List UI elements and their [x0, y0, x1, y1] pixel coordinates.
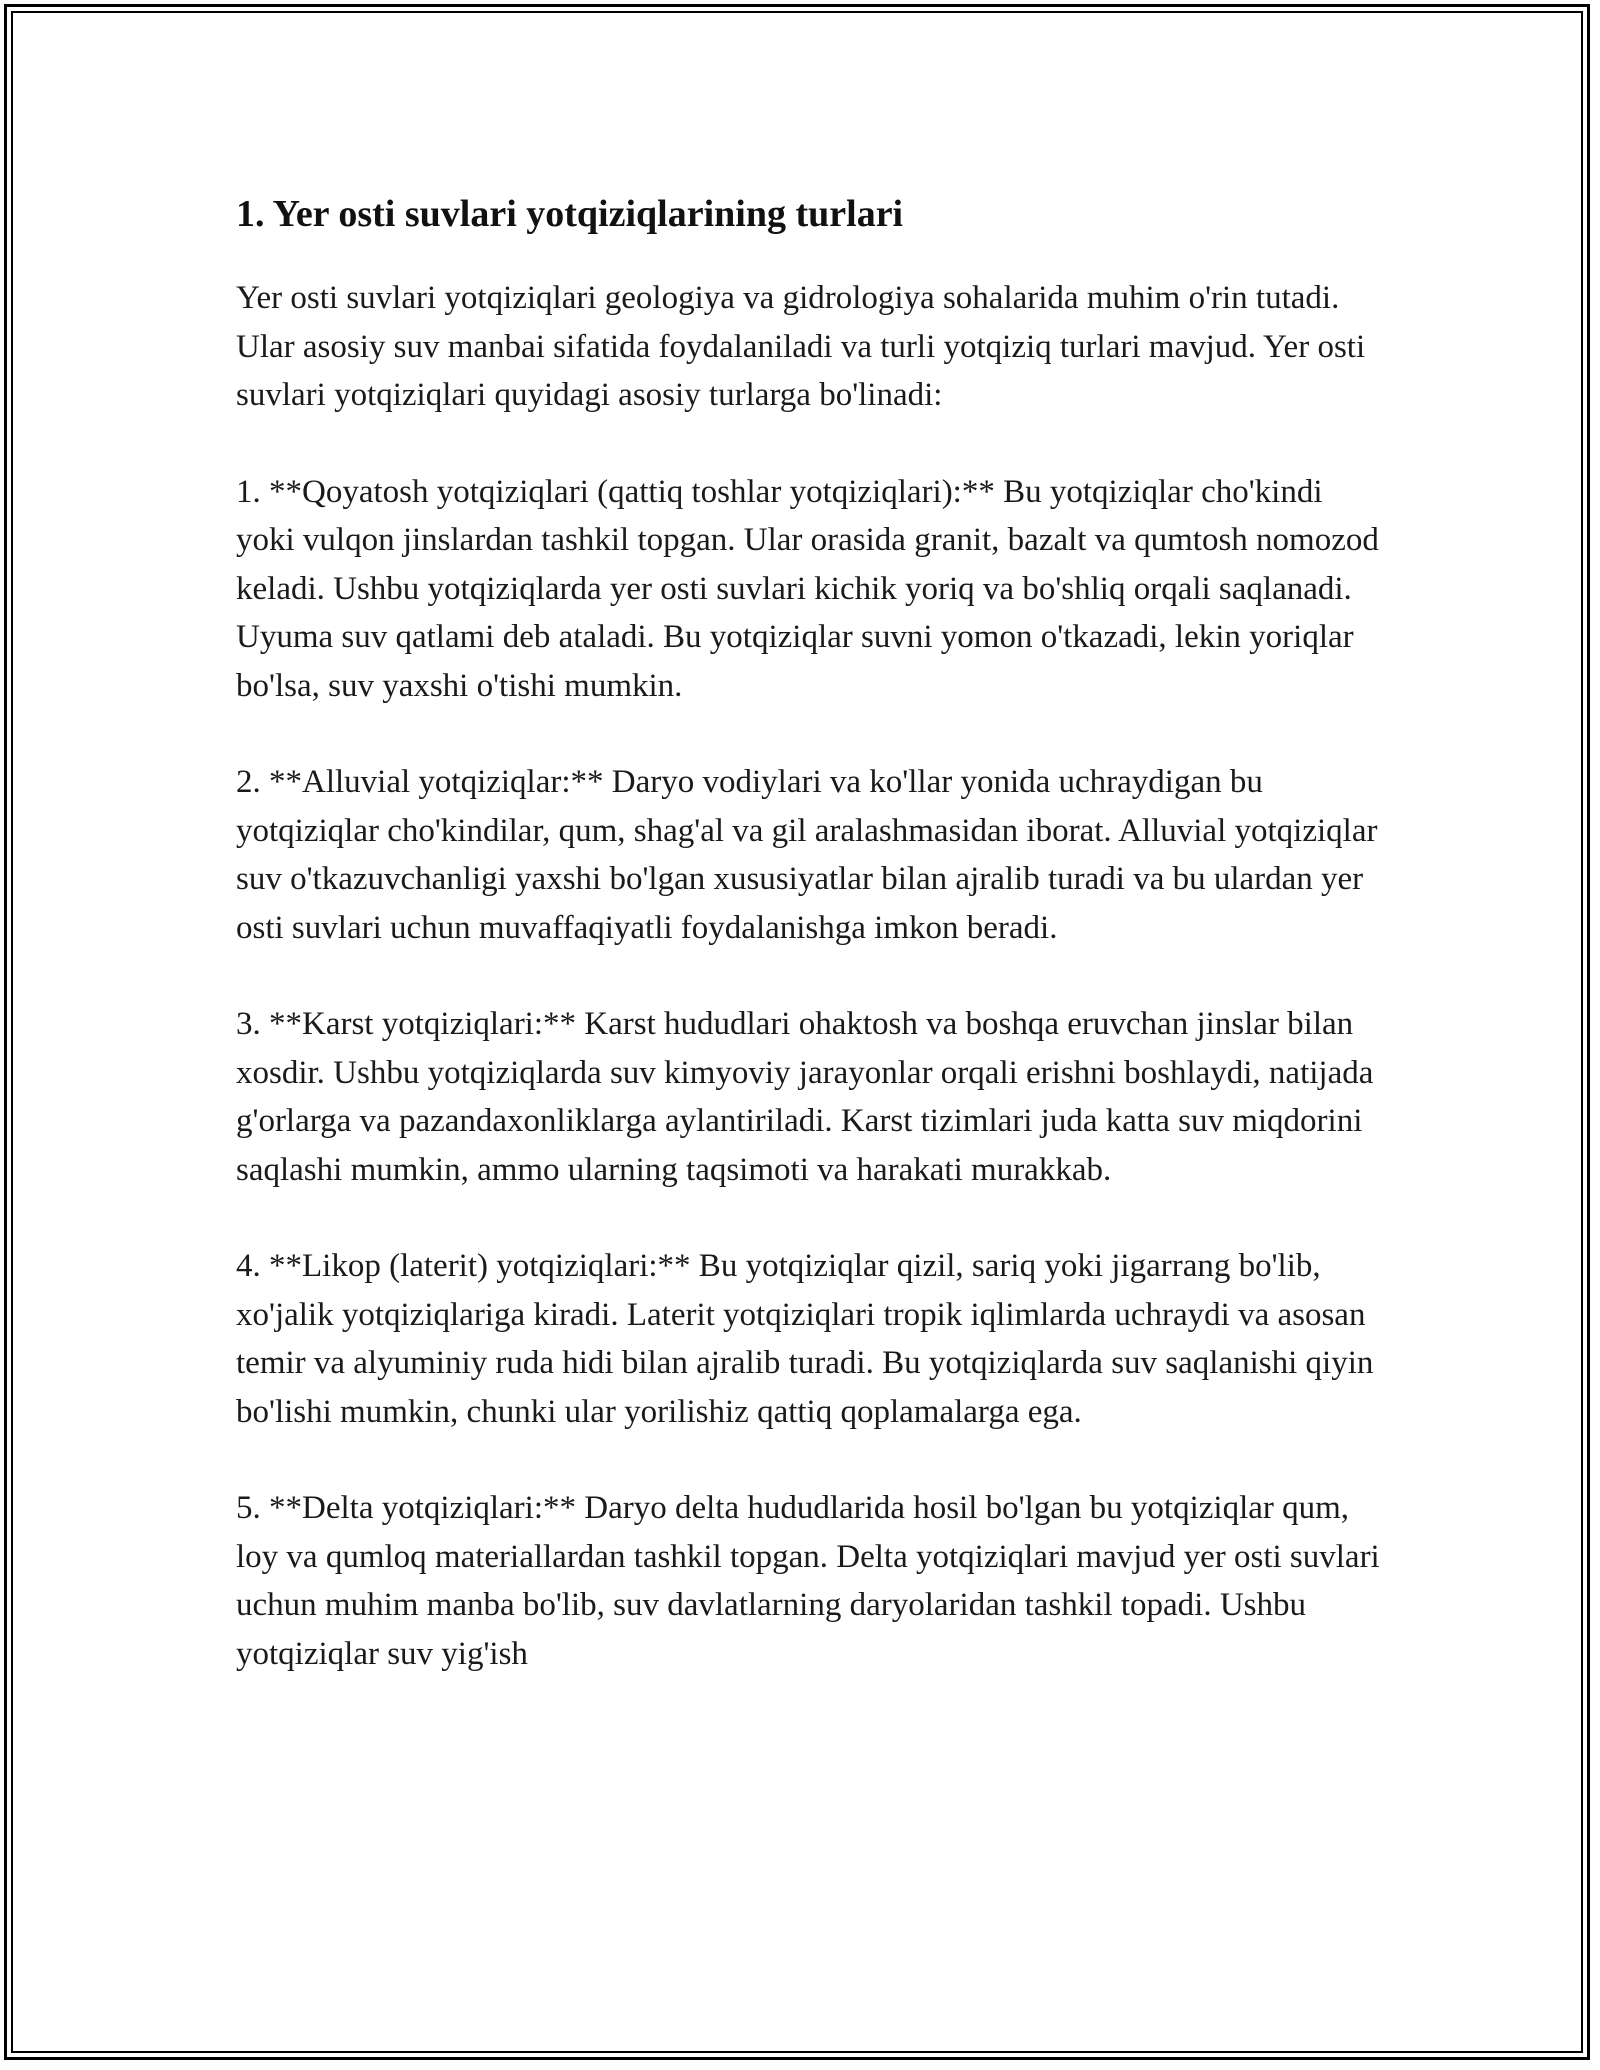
intro-paragraph: Yer osti suvlari yotqiziqlari geologiya va gidrologiya sohalarida muhim o'rin tutadi. Ular asosiy suv manbai sifatida foydalaniladi va turli yotqiziq turlari mavjud. Yer osti suvlari yotqiziqlari quyidagi asosiy turlarga bo'linadi: [236, 280, 1366, 413]
list-item: 3. **Karst yotqiziqlari:** Karst hududlari ohaktosh va boshqa eruvchan jinslar bilan xosdir. Ushbu yotqiziqlarda suv kimyoviy jarayonlar orqali erishni boshlaydi, natijada g'orlarga va pazandaxonliklarga aylantiriladi. Karst tizimlari juda katta suv miqdorini saqlashi mumkin, ammo ularning taqsimoti va harakati murakkab. [236, 1006, 1374, 1188]
document-body [236, 186, 1386, 1726]
page-title: 1. Yer osti suvlari yotqiziqlarining turlari [236, 193, 904, 235]
list-item: 1. **Qoyatosh yotqiziqlari (qattiq toshlar yotqiziqlari):** Bu yotqiziqlar cho'kindi yoki vulqon jinslardan tashkil topgan. Ular orasida granit, bazalt va qumtosh nomozod keladi. Ushbu yotqiziqlarda yer osti suvlari kichik yoriq va bo'shliq orqali saqlanadi. Uyuma suv qatlami deb ataladi. Bu yotqiziqlar suvni yomon o'tkazadi, lekin yoriqlar bo'lsa, suv yaxshi o'tishi mumkin. [236, 473, 1379, 704]
list-item: 2. **Alluvial yotqiziqlar:** Daryo vodiylari va ko'llar yonida uchraydigan bu yotqiziqlar cho'kindilar, qum, shag'al va gil aralashmasidan iborat. Alluvial yotqiziqlar suv o'tkazuvchanligi yaxshi bo'lgan xususiyatlar bilan ajralib turadi va bu ulardan yer osti suvlari uchun muvaffaqiyatli foydalanishga imkon beradi. [236, 764, 1378, 946]
list-item: 4. **Likop (laterit) yotqiziqlari:** Bu yotqiziqlar qizil, sariq yoki jigarrang bo'lib, xo'jalik yotqiziqlariga kiradi. Laterit yotqiziqlari tropik iqlimlarda uchraydi va asosan temir va alyuminiy ruda hidi bilan ajralib turadi. Bu yotqiziqlarda suv saqlanishi qiyin bo'lishi mumkin, chunki ular yorilishiz qattiq qoplamalarga ega. [236, 1248, 1374, 1430]
list-item: 5. **Delta yotqiziqlari:** Daryo delta hududlarida hosil bo'lgan bu yotqiziqlar qum, loy va qumloq materiallardan tashkil topgan. Delta yotqiziqlari mavjud yer osti suvlari uchun muhim manba bo'lib, suv davlatlarning daryolaridan tashkil topadi. Ushbu yotqiziqlar suv yig'ish [236, 1490, 1380, 1672]
